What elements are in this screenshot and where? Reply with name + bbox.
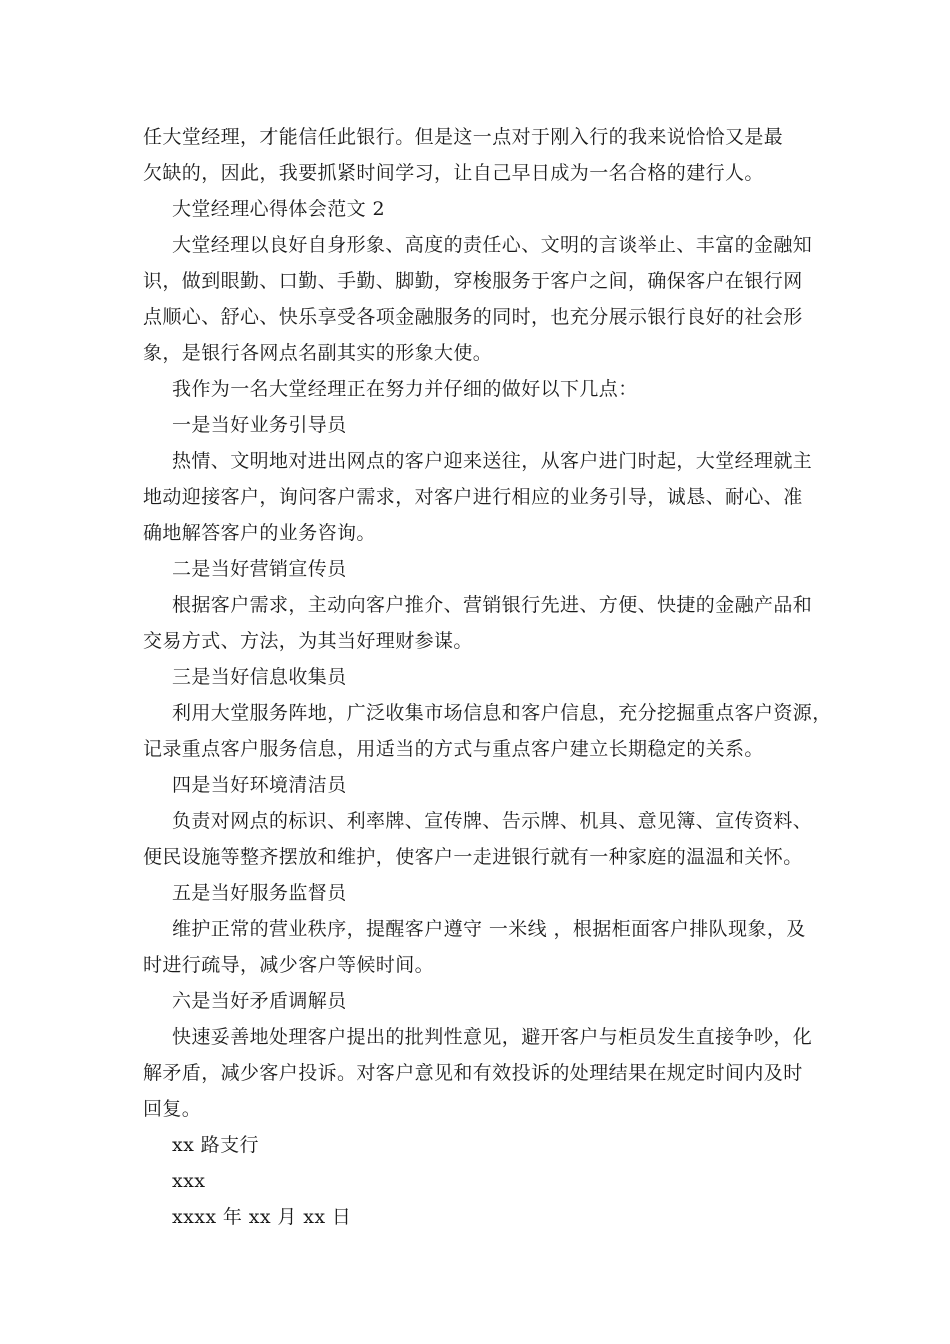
body-line: 点顺心、舒心、快乐享受各项金融服务的同时，也充分展示银行良好的社会形 — [143, 306, 803, 328]
body-line: 识，做到眼勤、口勤、手勤、脚勤，穿梭服务于客户之间，确保客户在银行网 — [143, 270, 803, 292]
body-line: 利用大堂服务阵地，广泛收集市场信息和客户信息，充分挖掘重点客户资源， — [172, 702, 832, 724]
section-heading: 大堂经理心得体会范文 2 — [172, 198, 385, 220]
body-line: 我作为一名大堂经理正在努力并仔细的做好以下几点： — [172, 378, 638, 400]
body-line: 记录重点客户服务信息，用适当的方式与重点客户建立长期稳定的关系。 — [143, 738, 764, 760]
body-line: 时进行疏导，减少客户等候时间。 — [143, 954, 435, 976]
body-line: 确地解答客户的业务咨询。 — [143, 522, 376, 544]
body-line: 欠缺的，因此，我要抓紧时间学习，让自己早日成为一名合格的建行人。 — [143, 162, 764, 184]
subheading: 二是当好营销宣传员 — [172, 558, 347, 580]
body-line: 地动迎接客户，询问客户需求，对客户进行相应的业务引导，诚恳、耐心、准 — [143, 486, 803, 508]
subheading: 四是当好环境清洁员 — [172, 774, 347, 796]
body-line: 快速妥善地处理客户提出的批判性意见，避开客户与柜员发生直接争吵，化 — [172, 1026, 813, 1048]
body-line: 象，是银行各网点名副其实的形象大使。 — [143, 342, 493, 364]
subheading: 三是当好信息收集员 — [172, 666, 347, 688]
body-line: 便民设施等整齐摆放和维护，使客户一走进银行就有一种家庭的温温和关怀。 — [143, 846, 803, 868]
body-line: 交易方式、方法，为其当好理财参谋。 — [143, 630, 473, 652]
body-line: 大堂经理以良好自身形象、高度的责任心、文明的言谈举止、丰富的金融知 — [172, 234, 813, 256]
body-line: 维护正常的营业秩序，提醒客户遵守 一米线 ，根据柜面客户排队现象，及 — [172, 918, 806, 940]
body-line: 解矛盾，减少客户投诉。对客户意见和有效投诉的处理结果在规定时间内及时 — [143, 1062, 803, 1084]
body-line: 负责对网点的标识、利率牌、宣传牌、告示牌、机具、意见簿、宣传资料、 — [172, 810, 813, 832]
subheading: 五是当好服务监督员 — [172, 882, 347, 904]
body-line: 热情、文明地对进出网点的客户迎来送往，从客户进门时起，大堂经理就主 — [172, 450, 813, 472]
body-line: 回复。 — [143, 1098, 202, 1120]
subheading: 六是当好矛盾调解员 — [172, 990, 347, 1012]
signature-name: xxx — [172, 1170, 206, 1192]
signature-date: xxxx 年 xx 月 xx 日 — [172, 1206, 352, 1228]
body-line: 任大堂经理，才能信任此银行。但是这一点对于刚入行的我来说恰恰又是最 — [143, 126, 784, 148]
signature-branch: xx 路支行 — [172, 1134, 259, 1156]
body-line: 根据客户需求，主动向客户推介、营销银行先进、方便、快捷的金融产品和 — [172, 594, 813, 616]
subheading: 一是当好业务引导员 — [172, 414, 347, 436]
